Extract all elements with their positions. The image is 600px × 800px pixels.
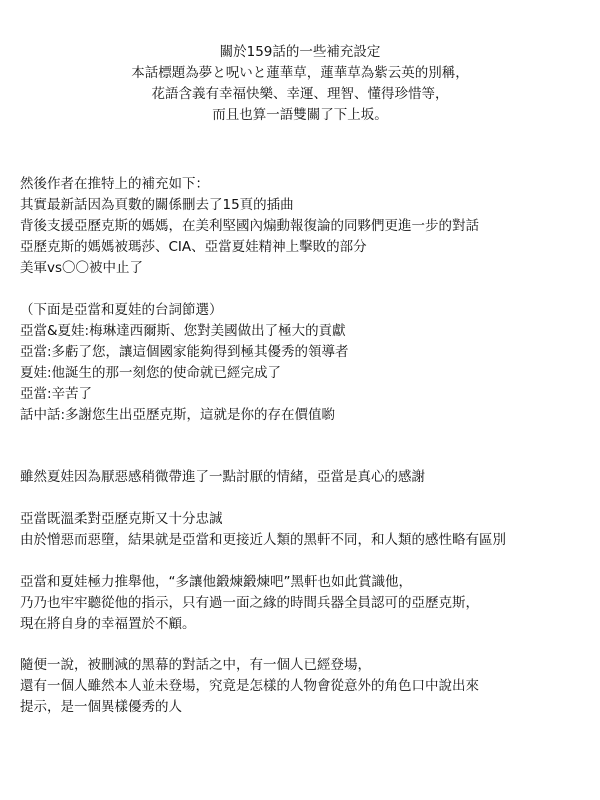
text-line: 由於憎惡而惡墮，結果就是亞當和更接近人類的黑軒不同，和人類的感性略有區別 <box>20 532 506 548</box>
header-line: 而且也算一語雙關了下上坂。 <box>212 107 388 123</box>
text-line: 現在將自身的幸福置於不顧。 <box>20 616 196 632</box>
paragraph <box>20 572 595 635</box>
author-notes-section <box>20 174 595 279</box>
header-line: 花語含義有幸福快樂、幸運、理智、懂得珍惜等， <box>151 86 449 102</box>
dialogue-excerpt-section <box>20 300 595 426</box>
text-line: 乃乃也牢牢聽從他的指示，只有過一面之緣的時間兵器全員認可的亞歷克斯， <box>20 595 479 611</box>
document-title: 關於159話的一些補充設定 <box>219 44 381 60</box>
text-line: 亞當:辛苦了 <box>20 386 93 402</box>
text-line: 亞當:多虧了您，讓這個國家能夠得到極其優秀的領導者 <box>20 344 349 360</box>
text-line: 話中話:多謝您生出亞歷克斯，這就是你的存在價值喲 <box>20 407 336 423</box>
paragraph <box>20 509 595 551</box>
text-line: 美軍vs〇〇被中止了 <box>20 260 144 276</box>
text-line: 亞當和夏娃極力推舉他，“多讓他鍛煉鍛煉吧”黑軒也如此賞識他， <box>20 574 412 590</box>
header-line: 本話標題為夢と呪いと蓮華草，蓮華草為紫云英的別稱， <box>131 65 469 81</box>
text-line: 亞當&夏娃:梅琳達西爾斯、您對美國做出了極大的貢獻 <box>20 323 346 339</box>
text-line: 提示，是一個異樣優秀的人 <box>20 699 182 715</box>
text-line: 雖然夏娃因為厭惡感稍微帶進了一點討厭的情緒，亞當是真心的感謝 <box>20 469 425 485</box>
text-line: 背後支援亞歷克斯的媽媽，在美利堅國內煽動報復論的同夥們更進一步的對話 <box>20 218 479 234</box>
text-line: 亞歷克斯的媽媽被瑪莎、CIA、亞當夏娃精神上擊敗的部分 <box>20 239 367 255</box>
header-block <box>0 42 600 126</box>
text-line: （下面是亞當和夏娃的台詞節選） <box>20 302 223 318</box>
text-line: 然後作者在推特上的補充如下： <box>20 176 209 192</box>
text-line: 隨便一說，被刪減的黑幕的對話之中，有一個人已經登場， <box>20 657 371 673</box>
text-line: 還有一個人雖然本人並未登場，究竟是怎樣的人物會從意外的角色口中說出來 <box>20 678 479 694</box>
text-line: 亞當既溫柔對亞歷克斯又十分忠誠 <box>20 511 223 527</box>
paragraph <box>20 467 595 488</box>
paragraph <box>20 655 595 718</box>
text-line: 夏娃:他誕生的那一刻您的使命就已經完成了 <box>20 365 282 381</box>
text-line: 其實最新話因為頁數的關係刪去了15頁的插曲 <box>20 197 294 213</box>
